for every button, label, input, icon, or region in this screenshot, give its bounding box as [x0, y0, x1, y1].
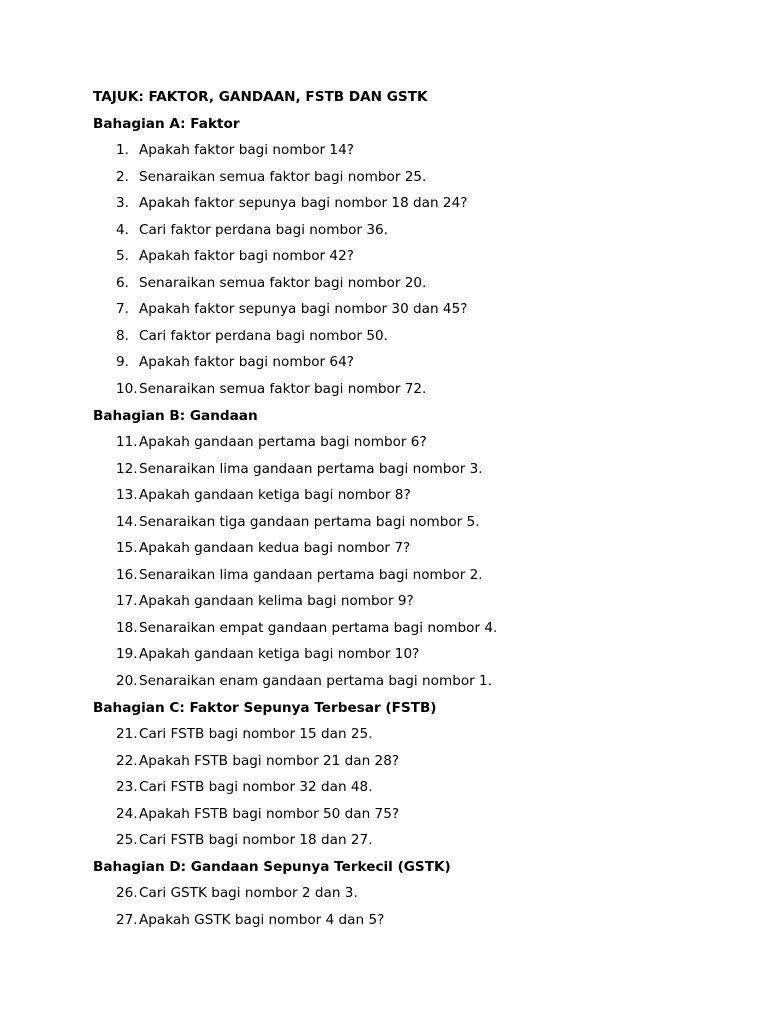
- question-text: Senaraikan empat gandaan pertama bagi nombor 4.: [139, 619, 498, 636]
- question-text: Apakah gandaan kelima bagi nombor 9?: [139, 593, 414, 610]
- question-text: Cari FSTB bagi nombor 15 dan 25.: [139, 726, 373, 743]
- question-text: Apakah faktor sepunya bagi nombor 18 dan 24?: [139, 195, 468, 212]
- question-item: [93, 164, 733, 191]
- question-number: 3.: [116, 195, 129, 212]
- question-text: Senaraikan lima gandaan pertama bagi nombor 2.: [139, 566, 483, 583]
- question-text: Apakah faktor bagi nombor 42?: [139, 248, 354, 265]
- question-number: 25.: [116, 832, 138, 849]
- question-text: Apakah FSTB bagi nombor 21 dan 28?: [139, 752, 400, 769]
- question-number: 23.: [116, 779, 138, 796]
- question-text: Senaraikan tiga gandaan pertama bagi nombor 5.: [139, 513, 480, 530]
- question-text: Cari GSTK bagi nombor 2 dan 3.: [139, 885, 358, 902]
- document-title: TAJUK: FAKTOR, GANDAAN, FSTB DAN GSTK: [93, 89, 428, 105]
- question-number: 4.: [116, 221, 129, 238]
- question-text: Apakah GSTK bagi nombor 4 dan 5?: [139, 911, 385, 928]
- question-item: [93, 509, 733, 536]
- section-heading: Bahagian A: Faktor: [93, 115, 240, 132]
- question-item: [93, 827, 733, 854]
- question-number: 18.: [116, 619, 138, 636]
- question-item: [93, 323, 733, 350]
- question-number: 10.: [116, 381, 138, 398]
- question-item: [93, 296, 733, 323]
- question-item: [93, 615, 733, 642]
- question-item: [93, 641, 733, 668]
- question-number: 2.: [116, 168, 129, 185]
- question-number: 24.: [116, 805, 138, 822]
- question-number: 21.: [116, 726, 138, 743]
- question-number: 1.: [116, 142, 129, 159]
- question-item: [93, 774, 733, 801]
- question-text: Senaraikan lima gandaan pertama bagi nombor 3.: [139, 460, 483, 477]
- section-heading: Bahagian D: Gandaan Sepunya Terkecil (GSTK): [93, 858, 451, 875]
- question-number: 16.: [116, 566, 138, 583]
- question-number: 20.: [116, 673, 138, 690]
- question-item: [93, 907, 733, 934]
- question-text: Cari FSTB bagi nombor 18 dan 27.: [139, 832, 373, 849]
- question-text: Apakah faktor bagi nombor 14?: [139, 142, 354, 159]
- question-item: [93, 243, 733, 270]
- question-item: [93, 137, 733, 164]
- question-item: [93, 880, 733, 907]
- question-item: [93, 270, 733, 297]
- question-item: [93, 562, 733, 589]
- question-number: 14.: [116, 513, 138, 530]
- question-item: [93, 482, 733, 509]
- question-item: [93, 535, 733, 562]
- question-item: [93, 349, 733, 376]
- question-text: Apakah gandaan kedua bagi nombor 7?: [139, 540, 411, 557]
- question-number: 19.: [116, 646, 138, 663]
- question-item: [93, 668, 733, 695]
- question-text: Senaraikan semua faktor bagi nombor 20.: [139, 274, 427, 291]
- question-item: [93, 429, 733, 456]
- question-item: [93, 801, 733, 828]
- section-heading: Bahagian C: Faktor Sepunya Terbesar (FSTB): [93, 699, 437, 716]
- section-heading: Bahagian B: Gandaan: [93, 407, 258, 424]
- question-text: Apakah gandaan ketiga bagi nombor 10?: [139, 646, 420, 663]
- question-text: Apakah gandaan pertama bagi nombor 6?: [139, 434, 427, 451]
- question-text: Cari FSTB bagi nombor 32 dan 48.: [139, 779, 373, 796]
- document-page: [93, 84, 733, 934]
- question-text: Apakah FSTB bagi nombor 50 dan 75?: [139, 805, 400, 822]
- question-item: [93, 217, 733, 244]
- question-number: 22.: [116, 752, 138, 769]
- question-item: [93, 190, 733, 217]
- question-number: 13.: [116, 487, 138, 504]
- question-number: 5.: [116, 248, 129, 265]
- question-number: 15.: [116, 540, 138, 557]
- question-text: Senaraikan semua faktor bagi nombor 25.: [139, 168, 427, 185]
- question-item: [93, 376, 733, 403]
- question-text: Cari faktor perdana bagi nombor 36.: [139, 221, 388, 238]
- question-item: [93, 748, 733, 775]
- question-number: 12.: [116, 460, 138, 477]
- question-text: Senaraikan enam gandaan pertama bagi nombor 1.: [139, 673, 493, 690]
- question-item: [93, 588, 733, 615]
- question-item: [93, 456, 733, 483]
- question-number: 17.: [116, 593, 138, 610]
- question-number: 9.: [116, 354, 129, 371]
- question-text: Apakah gandaan ketiga bagi nombor 8?: [139, 487, 411, 504]
- question-item: [93, 721, 733, 748]
- question-number: 8.: [116, 327, 129, 344]
- question-text: Apakah faktor bagi nombor 64?: [139, 354, 354, 371]
- question-number: 11.: [116, 434, 138, 451]
- question-number: 7.: [116, 301, 129, 318]
- question-number: 6.: [116, 274, 129, 291]
- question-number: 26.: [116, 885, 138, 902]
- question-text: Senaraikan semua faktor bagi nombor 72.: [139, 381, 427, 398]
- question-text: Cari faktor perdana bagi nombor 50.: [139, 327, 388, 344]
- question-number: 27.: [116, 911, 138, 928]
- sections-container: [93, 111, 733, 934]
- question-text: Apakah faktor sepunya bagi nombor 30 dan 45?: [139, 301, 468, 318]
